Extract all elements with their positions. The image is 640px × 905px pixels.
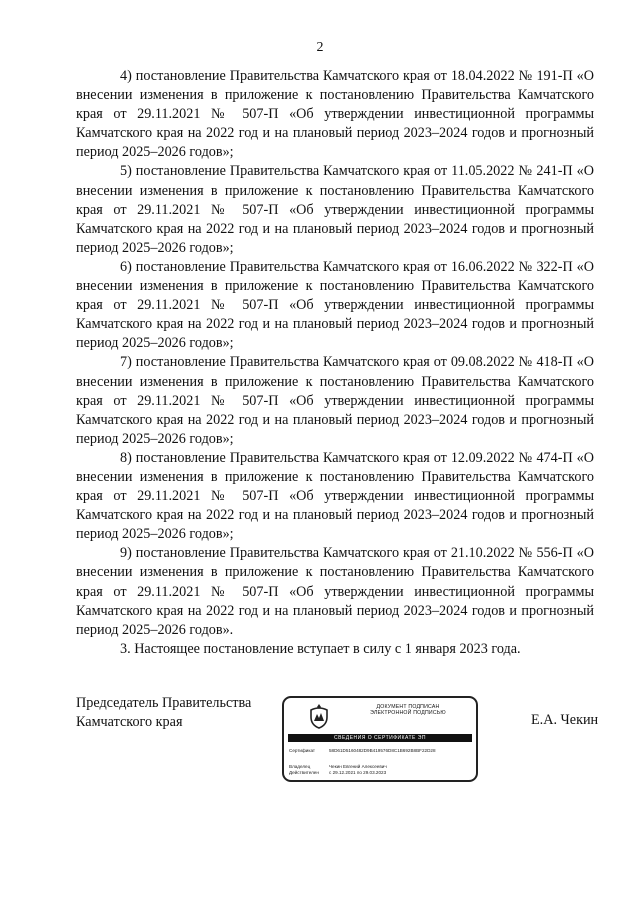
owner-label: Владелец <box>289 764 311 769</box>
validity-row <box>289 770 467 775</box>
page-number: 2 <box>316 40 324 55</box>
owner-value: Чекин Евгений Алексеевич <box>329 764 387 769</box>
list-item: 6) постановление Правительства Камчатского края от 16.06.2022 № 322-П «О внесении изменения в приложение к постановлению Правительства Камчатского края от 29.11.2021 № 507-П «Об утверждении инвестиционной программы Камчатского края на 2022 год и на плановый период 2023–2024 годов и прогнозный период 2025–2026 годов»; <box>76 258 594 352</box>
list-item: 5) постановление Правительства Камчатского края от 11.05.2022 № 241-П «О внесении изменения в приложение к постановлению Правительства Камчатского края от 29.11.2021 № 507-П «Об утверждении инвестиционной программы Камчатского края на 2022 год и на плановый период 2023–2024 годов и прогнозный период 2025–2026 годов»; <box>76 163 594 256</box>
signatory-position <box>76 694 251 732</box>
stamp-header-line-1: ДОКУМЕНТ ПОДПИСАН <box>376 704 440 710</box>
owner-row <box>289 764 467 769</box>
validity-value: с 29.12.2021 по 29.03.2023 <box>329 770 387 775</box>
document-body <box>76 67 594 659</box>
signatory-name: Е.А. Чекин <box>531 712 599 728</box>
stamp-header <box>344 704 472 716</box>
position-line-1: Председатель Правительства <box>76 695 252 711</box>
final-clause: 3. Настоящее постановление вступает в силу с 1 января 2023 года. <box>120 640 521 657</box>
stamp-header-line-2: ЭЛЕКТРОННОЙ ПОДПИСЬЮ <box>370 710 446 717</box>
validity-label: Действителен <box>289 770 319 775</box>
list-item: 7) постановление Правительства Камчатского края от 09.08.2022 № 418-П «О внесении изменения в приложение к постановлению Правительства Камчатского края от 29.11.2021 № 507-П «Об утверждении инвестиционной программы Камчатского края на 2022 год и на плановый период 2023–2024 годов и прогнозный период 2025–2026 годов»; <box>76 354 594 447</box>
position-line-2: Камчатского края <box>76 714 183 730</box>
certificate-value: 58D61D5160482D9B419576D8C1B692B8BF22D28 <box>329 748 436 753</box>
electronic-signature-stamp <box>282 696 478 782</box>
list-item: 9) постановление Правительства Камчатского края от 21.10.2022 № 556-П «О внесении изменения в приложение к постановлению Правительства Камчатского края от 29.11.2021 № 507-П «Об утверждении инвестиционной программы Камчатского края на 2022 год и на плановый период 2023–2024 годов и прогнозный период 2025–2026 годов». <box>76 545 594 638</box>
certificate-info-bar: СВЕДЕНИЯ О СЕРТИФИКАТЕ ЭП <box>288 734 472 742</box>
list-item: 4) постановление Правительства Камчатского края от 18.04.2022 № 191-П «О внесении изменения в приложение к постановлению Правительства Камчатского края от 29.11.2021 № 507-П «Об утверждении инвестиционной программы Камчатского края на 2022 год и на плановый период 2023–2024 годов и прогнозный период 2025–2026 годов»; <box>76 68 594 161</box>
list-item: 8) постановление Правительства Камчатского края от 12.09.2022 № 474-П «О внесении изменения в приложение к постановлению Правительства Камчатского края от 29.11.2021 № 507-П «Об утверждении инвестиционной программы Камчатского края на 2022 год и на плановый период 2023–2024 годов и прогнозный период 2025–2026 годов»; <box>76 449 594 543</box>
coat-of-arms-icon <box>308 703 330 729</box>
certificate-label: Сертификат <box>289 748 316 753</box>
certificate-row <box>289 748 467 753</box>
